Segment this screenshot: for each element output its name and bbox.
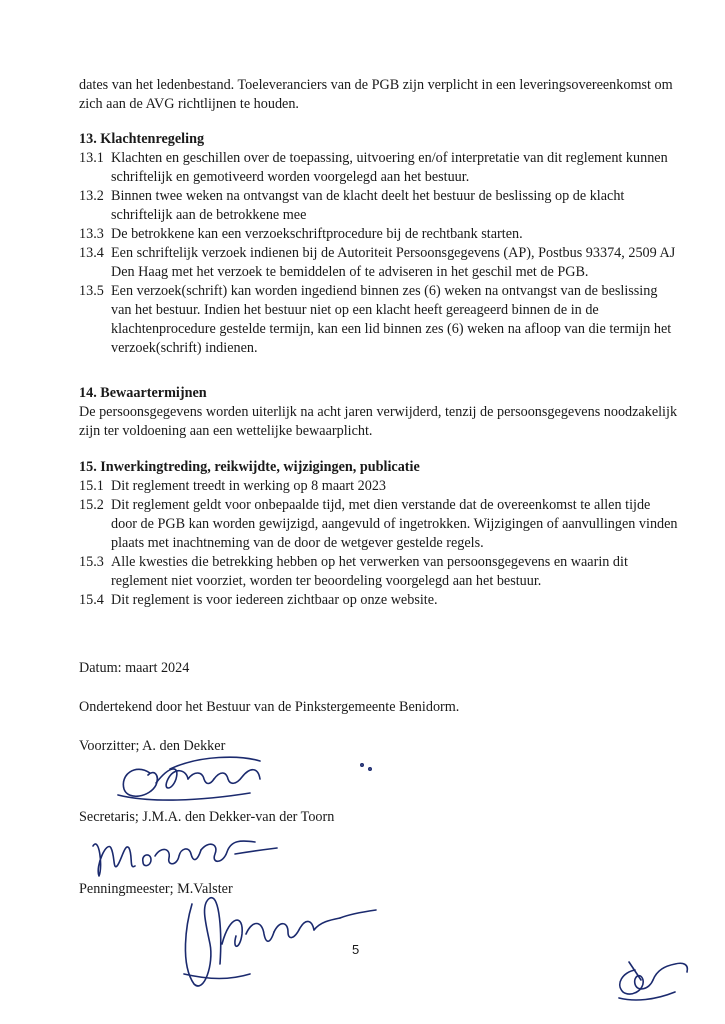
- item-number: 13.2: [79, 188, 104, 204]
- item-number: 13.3: [79, 226, 104, 242]
- item-text: Een verzoek(schrift) kan worden ingediend binnen zes (6) weken na ontvangst van de beslissing van het bestuur. Indien het bestuur niet op een klacht heeft gereageerd binnen de in de klachtenprocedure gestelde termijn, kan een lid binnen zes (6) weken na afloop van die termijn het verzoek(schrift) indienen.: [111, 283, 672, 356]
- date-text: Datum: maart 2024: [79, 660, 190, 676]
- list-item: [79, 591, 679, 610]
- item-number: 15.2: [79, 497, 104, 513]
- intro-text: dates van het ledenbestand. Toeleveranciers van de PGB zijn verplicht in een leveringsovereenkomst om zich aan de AVG richtlijnen te houden.: [79, 77, 673, 112]
- list-item: [79, 187, 679, 225]
- section-15-title: 15. Inwerkingtreding, reikwijdte, wijzigingen, publicatie: [79, 459, 420, 475]
- section-14: [79, 384, 679, 441]
- section-14-title: 14. Bewaartermijnen: [79, 385, 207, 401]
- section-13-title: 13. Klachtenregeling: [79, 131, 205, 147]
- section-13: [79, 130, 679, 358]
- section-15: [79, 458, 679, 610]
- item-text: Alle kwesties die betrekking hebben op het verwerken van persoonsgegevens en waarin dit reglement niet voorziet, worden ter beoordeling voorgelegd aan het bestuur.: [111, 554, 628, 589]
- item-text: Binnen twee weken na ontvangst van de klacht deelt het bestuur de beslissing op de klacht schriftelijk aan de betrokkene mee: [111, 188, 625, 223]
- chair-signature: [110, 745, 380, 805]
- treasurer-signature: [170, 884, 390, 994]
- list-item: [79, 477, 679, 496]
- item-text: Dit reglement is voor iedereen zichtbaar op onze website.: [111, 592, 438, 608]
- signed-by-line: [79, 698, 679, 717]
- item-text: Klachten en geschillen over de toepassing, uitvoering en/of interpretatie van dit reglement kunnen schriftelijk en gemotiveerd worden voorgelegd aan het bestuur.: [111, 150, 668, 185]
- item-text: Een schriftelijk verzoek indienen bij de Autoriteit Persoonsgegevens (AP), Postbus 93374, 2509 AJ Den Haag met het verzoek te bemiddelen of te adviseren in het geschil met de PGB.: [111, 245, 676, 280]
- treasurer-label: Penningmeester; M.Valster: [79, 881, 233, 897]
- secretary-label: Secretaris; J.M.A. den Dekker-van der Toorn: [79, 809, 335, 825]
- item-text: De betrokkene kan een verzoekschriftprocedure bij de rechtbank starten.: [111, 226, 523, 242]
- item-number: 15.4: [79, 592, 104, 608]
- item-number: 15.3: [79, 554, 104, 570]
- list-item: [79, 225, 679, 244]
- list-item: [79, 149, 679, 187]
- section-14-text: De persoonsgegevens worden uiterlijk na acht jaren verwijderd, tenzij de persoonsgegevens noodzakelijk zijn ter voldoening aan een wettelijke bewaarplicht.: [79, 404, 678, 439]
- list-item: [79, 553, 679, 591]
- item-number: 15.1: [79, 478, 104, 494]
- item-text: Dit reglement geldt voor onbepaalde tijd, met dien verstande dat de overeenkomst te allen tijde door de PGB kan worden gewijzigd, aangevuld of ingetrokken. Wijzigingen of aanvullingen vinden plaats met inachtneming van de door de wetgever gestelde regels.: [111, 497, 678, 551]
- item-number: 13.5: [79, 283, 104, 299]
- page-number: 5: [352, 942, 360, 957]
- list-item: [79, 244, 679, 282]
- list-item: [79, 496, 679, 553]
- item-text: Dit reglement treedt in werking op 8 maart 2023: [111, 478, 387, 494]
- secretary-signature: [85, 826, 285, 886]
- chair-label: Voorzitter; A. den Dekker: [79, 738, 226, 754]
- item-number: 13.4: [79, 245, 104, 261]
- date-line: [79, 659, 679, 678]
- list-item: [79, 282, 679, 358]
- secretary-line: [79, 808, 679, 827]
- intro-paragraph: [79, 76, 679, 114]
- initials-signature: [605, 950, 695, 1010]
- item-number: 13.1: [79, 150, 104, 166]
- signed-by-text: Ondertekend door het Bestuur van de Pinkstergemeente Benidorm.: [79, 699, 460, 715]
